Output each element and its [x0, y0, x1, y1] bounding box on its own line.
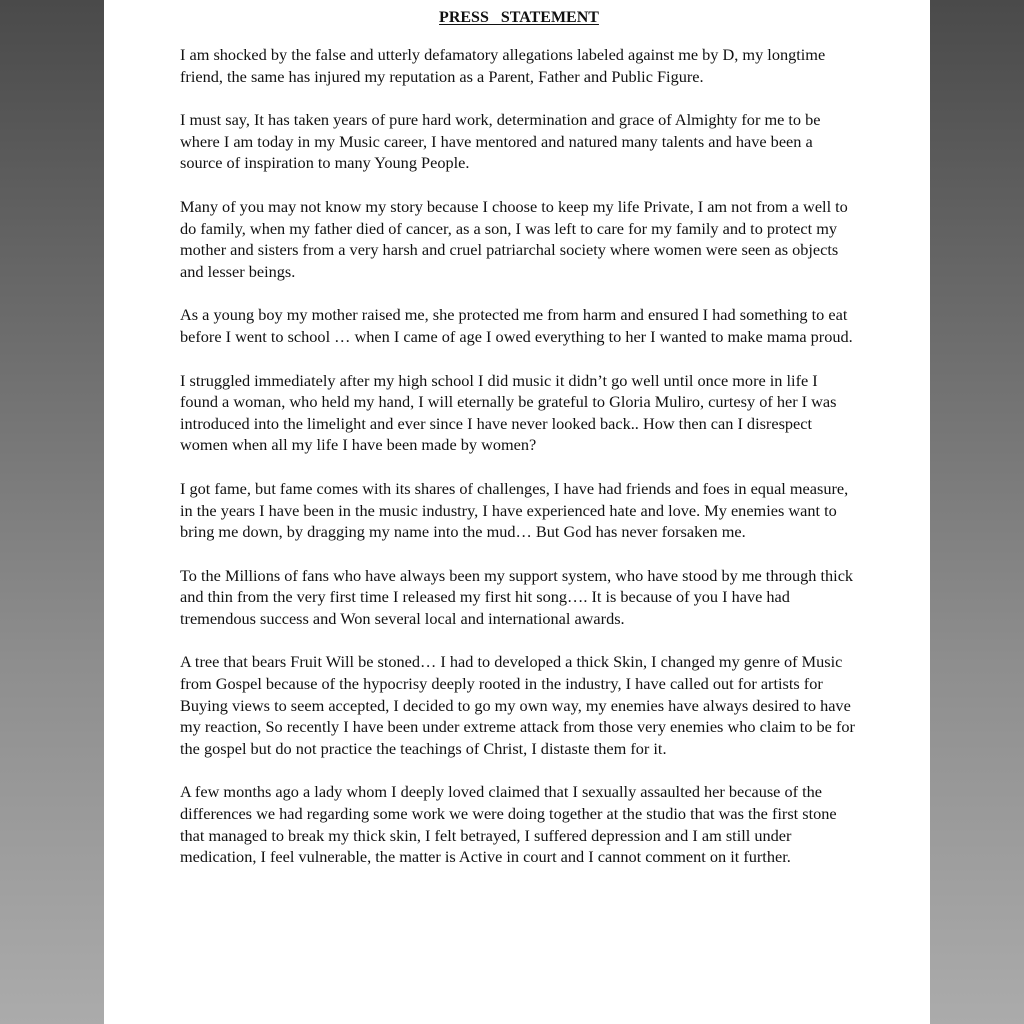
paragraph-4: As a young boy my mother raised me, she protected me from harm and ensured I had something to eat before I went to school … when I came of age I owed everything to her I wanted to make mama proud. [180, 305, 853, 346]
paragraph-7: To the Millions of fans who have always been my support system, who have stood by me through thick and thin from the very first time I released my first hit song…. It is because of you I have had tremendous success and Won several local and international awards. [180, 565, 854, 628]
paragraph-6: I got fame, but fame comes with its shares of challenges, I have had friends and foes in equal measure, in the years I have been in the music industry, I have experienced hate and love. My enemies want to bring me down, by dragging my name into the mud… But God has never forsaken me. [180, 478, 849, 542]
paragraph-3: Many of you may not know my story because I choose to keep my life Private, I am not from a well to do family, when my father died of cancer, as a son, I was left to care for my family and to protect my mother and sisters from a very harsh and cruel patriarchal society where women were seen as objects and lesser beings. [180, 196, 848, 281]
document-title: PRESS STATEMENT [439, 9, 599, 26]
document-page [104, 0, 930, 1024]
paragraph-2: I must say, It has taken years of pure hard work, determination and grace of Almighty for me to be where I am today in my Music career, I have mentored and natured many talents and have been a source of inspiration to many Young People. [180, 110, 821, 173]
paragraph-1: I am shocked by the false and utterly defamatory allegations labeled against me by D, my longtime friend, the same has injured my reputation as a Parent, Father and Public Figure. [180, 45, 826, 86]
paragraph-5: I struggled immediately after my high school I did music it didn’t go well until once more in life I found a woman, who held my hand, I will eternally be grateful to Gloria Muliro, curtesy of her I was introduced into the limelight and ever since I have never looked back.. How then can I disrespect women when all my life I have been made by women? [180, 370, 837, 455]
paragraph-9: A few months ago a lady whom I deeply loved claimed that I sexually assaulted her because of the differences we had regarding some work we were doing together at the studio that was the first stone that managed to break my thick skin, I felt betrayed, I suffered depression and I am still under medication, I feel vulnerable, the matter is Active in court and I cannot comment on it further. [180, 782, 837, 867]
paragraph-8: A tree that bears Fruit Will be stoned… I had to developed a thick Skin, I changed my genre of Music from Gospel because of the hypocrisy deeply rooted in the industry, I have called out for artists for Buying views to seem accepted, I decided to go my own way, my enemies have always desired to have my reaction, So recently I have been under extreme attack from those very enemies who claim to be for the gospel but do not practice the teachings of Christ, I distaste them for it. [180, 652, 855, 758]
